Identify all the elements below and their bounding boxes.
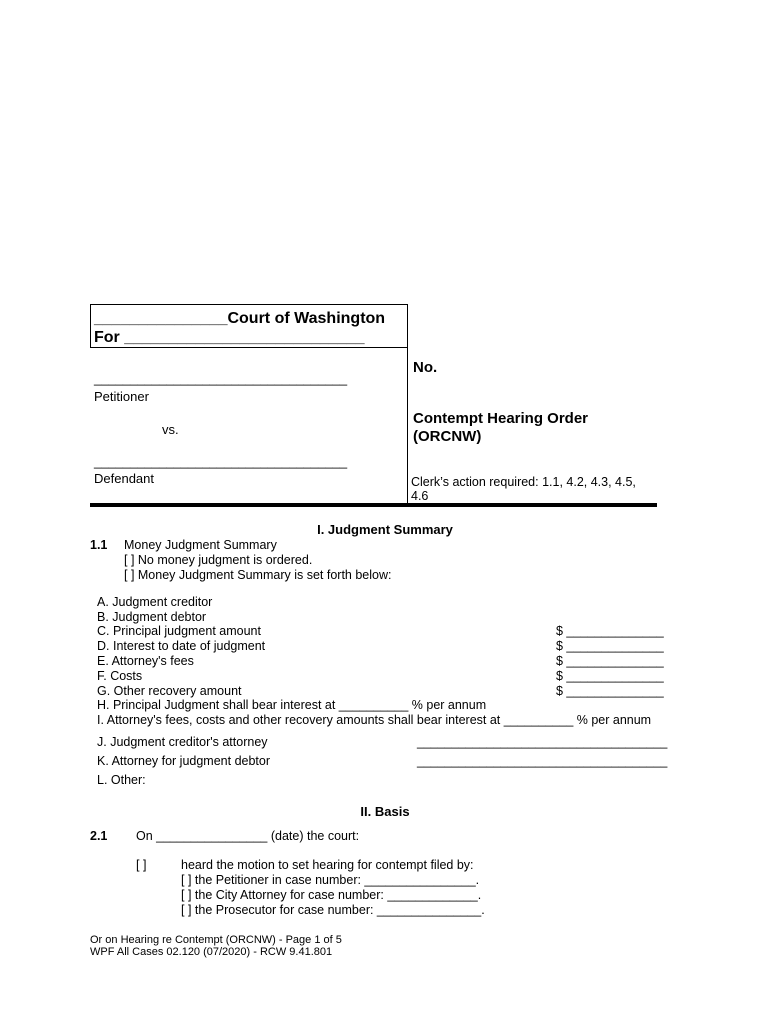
judgment-row-label: E. Attorney's fees (97, 654, 194, 668)
judgment-row-label: A. Judgment creditor (97, 595, 213, 609)
case-number-label: No. (413, 359, 438, 376)
section-1-heading: I. Judgment Summary (317, 522, 453, 537)
other-row: L. Other: (97, 773, 146, 787)
judgment-row-amount: $ ______________ (556, 684, 664, 698)
creditor-attorney-label: J. Judgment creditor's attorney (97, 735, 268, 749)
debtor-attorney-label: K. Attorney for judgment debtor (97, 754, 271, 768)
item-1-1-title: Money Judgment Summary (124, 538, 277, 552)
clerk-action-line2: 4.6 (411, 489, 429, 503)
debtor-attorney-blank: ____________________________________ (417, 754, 668, 768)
judgment-row-label: D. Interest to date of judgment (97, 639, 266, 653)
heard-motion-checkbox: [ ] (136, 858, 147, 872)
section-2-heading: II. Basis (360, 804, 410, 819)
caption-bottom-rule (90, 503, 657, 507)
judgment-row-label: C. Principal judgment amount (97, 624, 261, 638)
footer-form-citation: WPF All Cases 02.120 (07/2020) - RCW 9.41.801 (90, 946, 333, 958)
item-1-1-number: 1.1 (90, 538, 108, 552)
filed-by-petitioner-option: [ ] the Petitioner in case number: ________________. (181, 873, 480, 887)
filed-by-prosecutor-option: [ ] the Prosecutor for case number: _______________. (181, 903, 485, 917)
judgment-row-label: B. Judgment debtor (97, 610, 207, 624)
judgment-row-label: G. Other recovery amount (97, 684, 242, 698)
judgment-row-amount: $ ______________ (556, 639, 664, 653)
item-2-1-text: On ________________ (date) the court: (136, 829, 360, 843)
defendant-blank: ___________________________________ (94, 454, 348, 469)
petitioner-blank: ___________________________________ (94, 371, 348, 386)
judgment-row-amount: $ ______________ (556, 654, 664, 668)
defendant-label: Defendant (94, 471, 154, 486)
form-title: Contempt Hearing Order (413, 410, 589, 427)
filed-by-city-attorney-option: [ ] the City Attorney for case number: _____________. (181, 888, 482, 902)
clerk-action-line1: Clerk’s action required: 1.1, 4.2, 4.3, 4.5, (411, 475, 636, 489)
caption-divider (407, 304, 408, 504)
vs-label: vs. (162, 422, 179, 437)
judgment-row-amount: $ ______________ (556, 669, 664, 683)
for-line: For ___________________________ (94, 329, 365, 346)
item-2-1-number: 2.1 (90, 829, 108, 843)
footer-form-title: Or on Hearing re Contempt (ORCNW) - Page 1 of 5 (90, 934, 342, 946)
no-money-judgment-option: [ ] No money judgment is ordered. (124, 553, 313, 567)
judgment-row-amount: $ ______________ (556, 624, 664, 638)
money-judgment-option: [ ] Money Judgment Summary is set forth below: (124, 568, 392, 582)
form-code: (ORCNW) (413, 428, 482, 445)
principal-interest-row: H. Principal Judgment shall bear interest at __________ % per annum (97, 698, 487, 712)
petitioner-label: Petitioner (94, 389, 149, 404)
creditor-attorney-blank: ____________________________________ (417, 735, 668, 749)
court-line: _______________Court of Washington (94, 310, 386, 327)
heard-motion-text: heard the motion to set hearing for contempt filed by: (181, 858, 474, 872)
fees-interest-row: I. Attorney's fees, costs and other recovery amounts shall bear interest at __________ % per annum (97, 713, 652, 727)
judgment-row-label: F. Costs (97, 669, 143, 683)
